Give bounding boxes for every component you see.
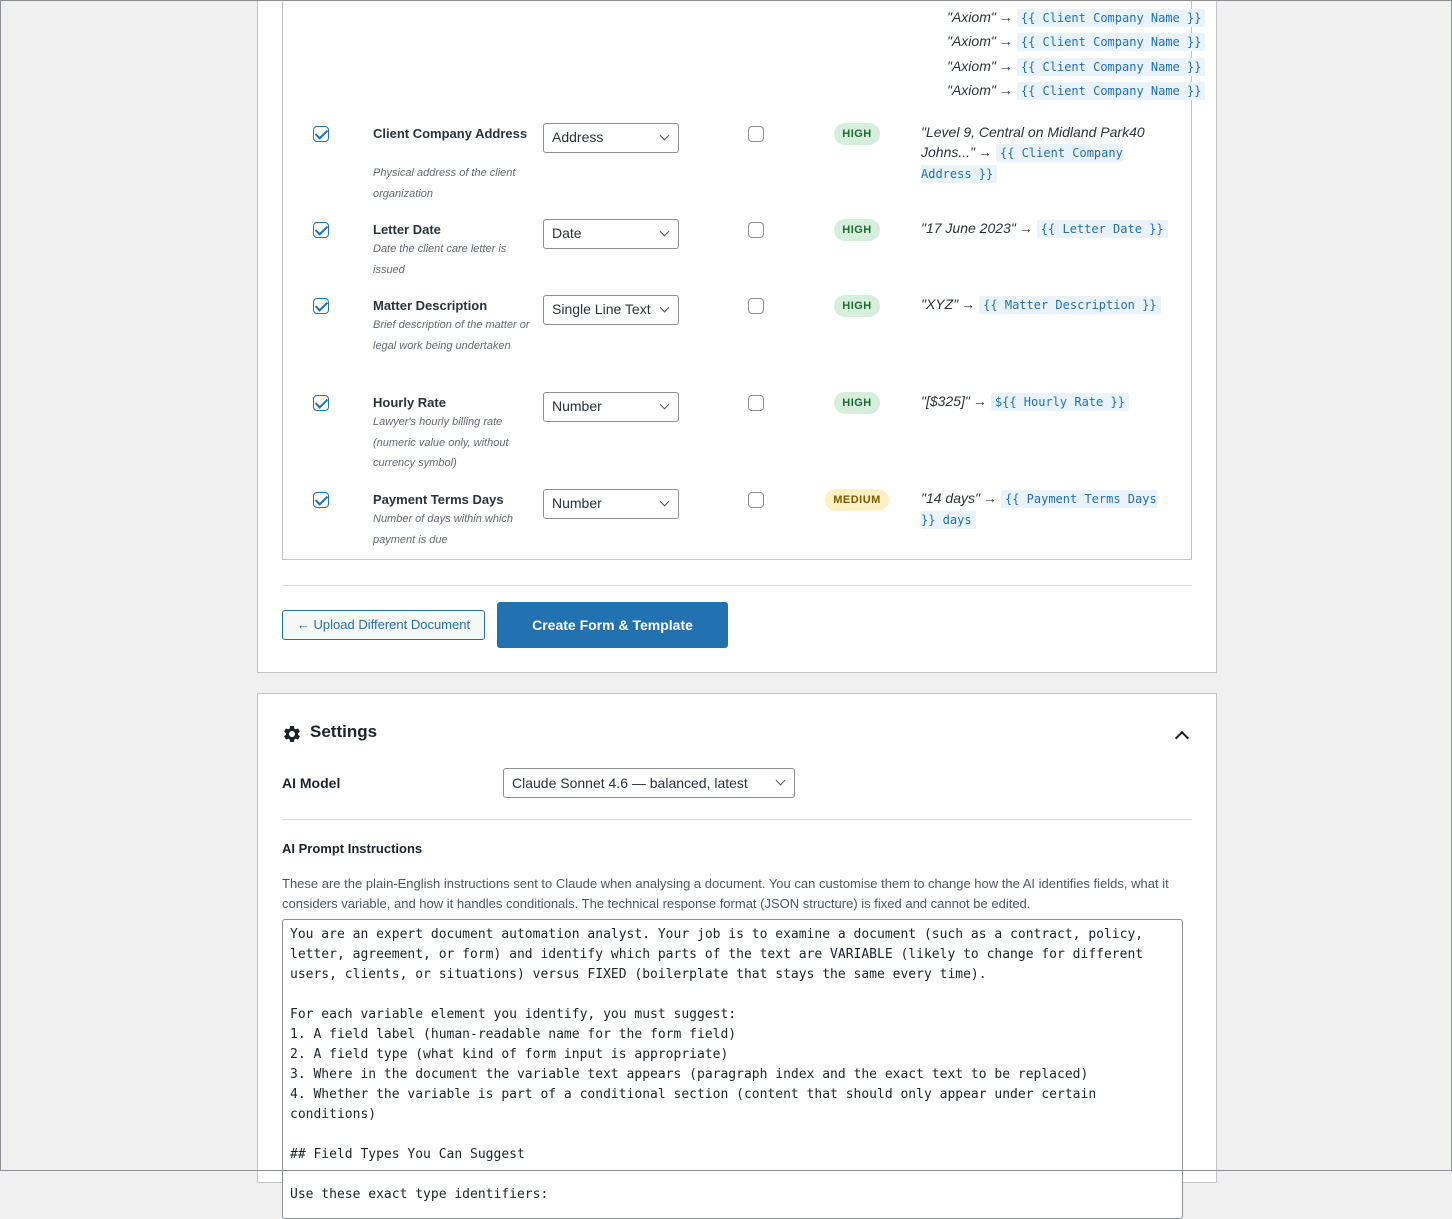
chevron-up-icon[interactable] (1174, 728, 1190, 744)
example-line: "Axiom" → {{ Client Company Name }} (947, 9, 1205, 31)
prompt-description: These are the plain-English instructions sent to Claude when analysing a document. You can customise them to change how the AI identifies fields, what it considers variable, and how it handles conditionals. The technical response format (JSON structure) is fixed and cannot be edited. (282, 876, 1169, 911)
field-label: Letter Date (373, 222, 441, 237)
conditional-checkbox[interactable] (748, 395, 764, 411)
field-description: Lawyer's hourly billing rate (numeric value only, without currency symbol) (373, 416, 509, 469)
ai-model-label: AI Model (282, 775, 341, 791)
chevron-down-icon (776, 776, 786, 786)
field-type-select[interactable]: Number (543, 489, 679, 519)
example-line: "Axiom" → {{ Client Company Name }} (947, 58, 1205, 80)
divider (282, 585, 1192, 586)
example-line: "Axiom" → {{ Client Company Name }} (947, 33, 1205, 55)
ai-model-select[interactable]: Claude Sonnet 4.6 — balanced, latest (503, 768, 795, 798)
chevron-down-icon (660, 131, 670, 141)
include-checkbox[interactable] (313, 492, 329, 508)
chevron-down-icon (660, 227, 670, 237)
field-label: Hourly Rate (373, 395, 446, 410)
field-type-select[interactable]: Address (543, 123, 679, 153)
field-type-select[interactable]: Date (543, 219, 679, 249)
confidence-badge: HIGH (834, 295, 880, 317)
prompt-heading: AI Prompt Instructions (282, 841, 423, 856)
confidence-badge: MEDIUM (825, 489, 889, 511)
field-mapping-card (257, 0, 1217, 673)
conditional-checkbox[interactable] (748, 222, 764, 238)
divider (282, 819, 1192, 820)
field-description: Brief description of the matter or legal work being undertaken (373, 319, 530, 352)
field-mapping-table (282, 0, 1202, 560)
conditional-checkbox[interactable] (748, 126, 764, 142)
include-checkbox[interactable] (313, 126, 329, 142)
field-type-select[interactable]: Number (543, 392, 679, 422)
chevron-down-icon (660, 400, 670, 410)
gear-icon (282, 724, 302, 744)
field-type-select[interactable]: Single Line Text (543, 295, 679, 325)
create-form-template-button[interactable]: Create Form & Template (497, 602, 728, 648)
include-checkbox[interactable] (313, 395, 329, 411)
field-label: Payment Terms Days (373, 492, 504, 507)
conditional-checkbox[interactable] (748, 492, 764, 508)
chevron-down-icon (660, 497, 670, 507)
field-description: Physical address of the client organization (373, 167, 516, 200)
settings-title: Settings (310, 722, 378, 741)
upload-different-document-button[interactable]: ← Upload Different Document (282, 610, 485, 640)
include-checkbox[interactable] (313, 298, 329, 314)
settings-card (257, 693, 1217, 1202)
confidence-badge: HIGH (834, 219, 880, 241)
field-description: Number of days within which payment is due (373, 513, 514, 546)
example-replacement: "Level 9, Central on Midland Park40 Johns..." → {{ Client Company Address }} (921, 124, 1145, 181)
example-replacement: "17 June 2023" → {{ Letter Date }} (921, 218, 1171, 239)
example-replacement: "XYZ" → {{ Matter Description }} (921, 294, 1171, 315)
conditional-checkbox[interactable] (748, 298, 764, 314)
field-label: Client Company Address (373, 126, 528, 141)
field-description: Date the client care letter is issued (373, 243, 507, 276)
field-label: Matter Description (373, 298, 488, 313)
example-replacement: "14 days" → {{ Payment Terms Days }} days (921, 490, 1157, 527)
confidence-badge: HIGH (834, 392, 880, 414)
chevron-down-icon (660, 303, 670, 313)
prompt-textarea[interactable]: You are an expert document automation analyst. Your job is to examine a document (such as a contract, policy, letter, agreement, or form) and identify which parts of the text are VARIABLE (likely to change for different users, clients, or situations) versus FIXED (boilerplate that stays the same every time). For each variable element you identify, you must suggest: 1. A field label (human-readable name for the form field) 2. A field type (what kind of form input is appropriate) 3. Where in the document the variable text appears (paragraph index and the exact text to be replaced) 4. Whether the variable is part of a conditional section (content that should only appear under certain conditions) ## Field Types You Can Suggest Use these exact type identifiers: (282, 919, 1183, 1219)
example-line: "Axiom" → {{ Client Company Name }} (947, 82, 1205, 104)
confidence-badge: HIGH (834, 123, 880, 145)
example-replacement: "[$325]" → ${{ Hourly Rate }} (921, 391, 1171, 412)
include-checkbox[interactable] (313, 222, 329, 238)
